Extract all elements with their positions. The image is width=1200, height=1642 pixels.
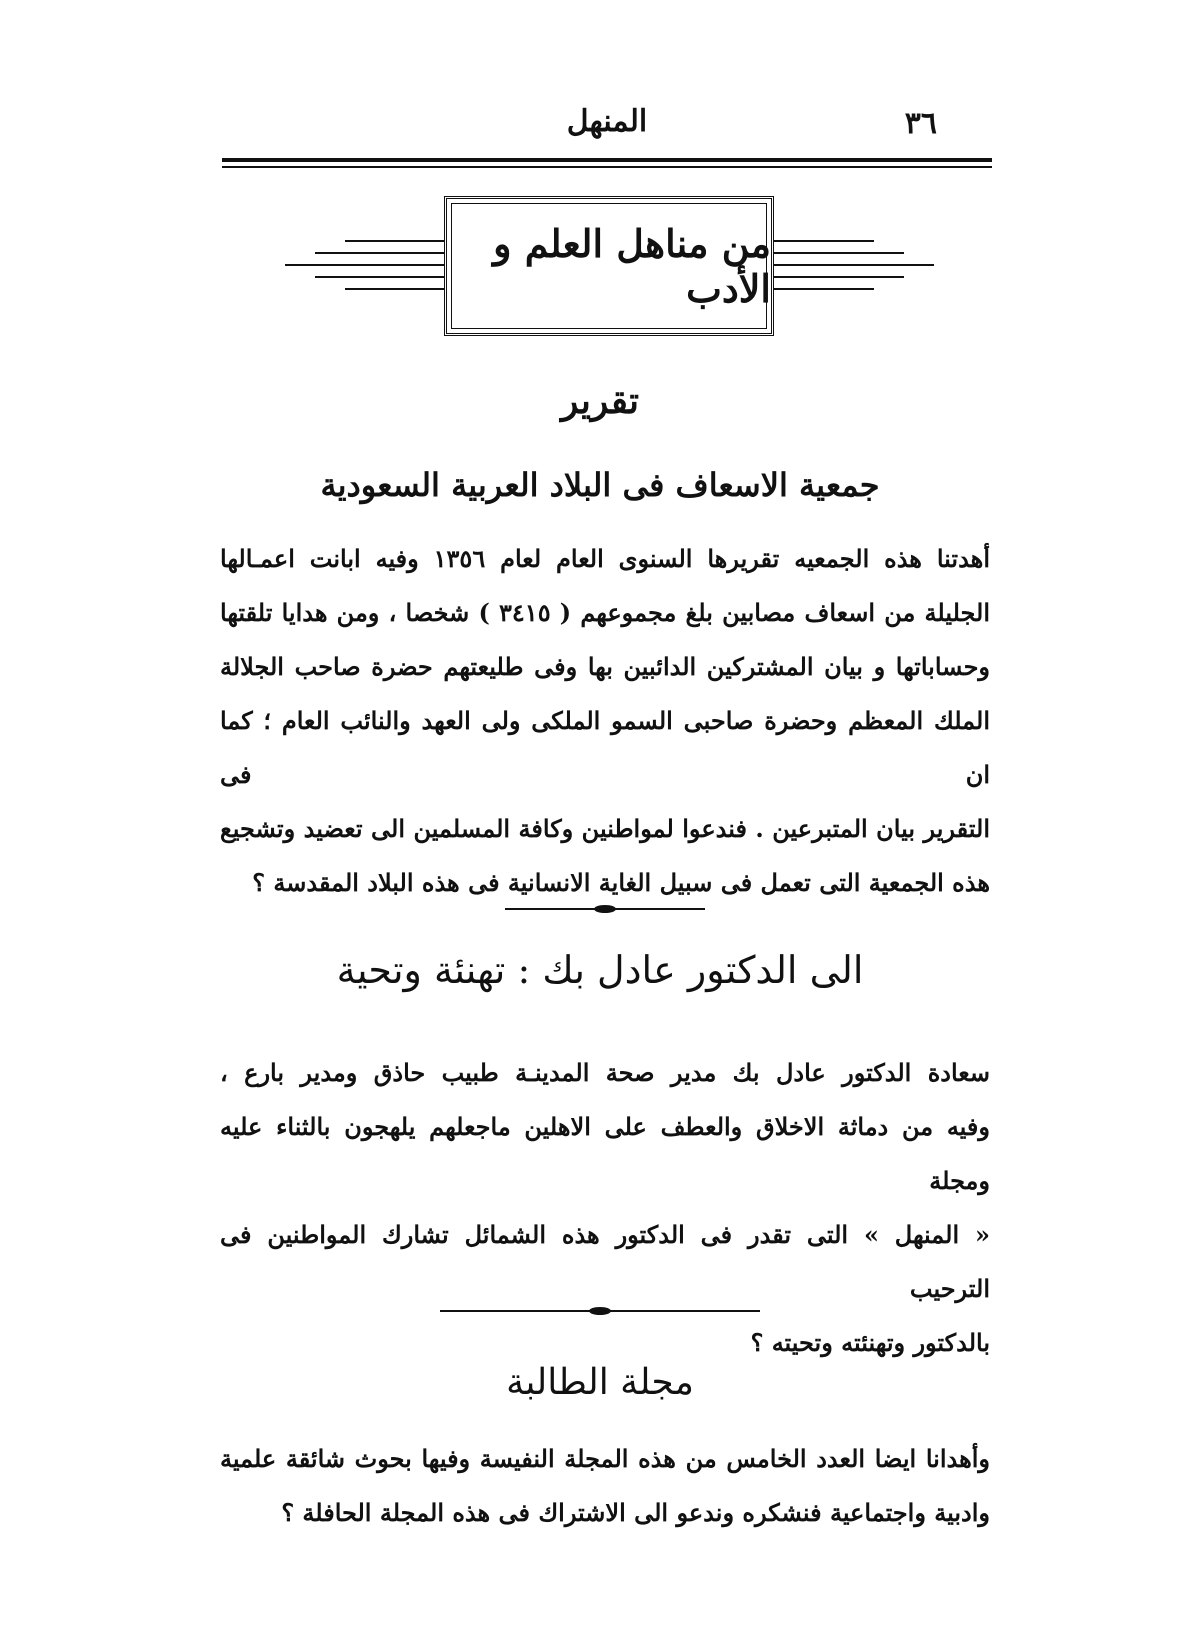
paragraph-line: وفيه من دماثة الاخلاق والعطف على الاهلين ماجعلهم يلهجون بالثناء عليه ومجلة: [220, 1112, 990, 1195]
talia-paragraph: [220, 1432, 990, 1540]
section-divider: [505, 908, 705, 910]
paragraph-line: « المنهل » التى تقدر فى الدكتور هذه الشمائل تشارك المواطنين فى الترحيب: [220, 1220, 990, 1303]
section-banner: [444, 196, 774, 336]
paragraph-line: سعادة الدكتور عادل بك مدير صحة المدينـة طبيب حاذق ومدير بارع ،: [220, 1058, 990, 1087]
report-paragraph: [220, 532, 990, 910]
paragraph-line: هذه الجمعية التى تعمل فى سبيل الغاية الانسانية فى هذه البلاد المقدسة ؟: [252, 868, 990, 897]
paragraph-line: وأهدانا ايضا العدد الخامس من هذه المجلة النفيسة وفيها بحوث شائقة علمية: [220, 1444, 990, 1473]
report-title: تقرير: [561, 380, 639, 422]
page-number: ٣٦: [904, 106, 937, 141]
banner-ornament-left: [285, 236, 445, 300]
section-banner-title: من مناهل العلم و الأدب: [493, 221, 771, 311]
adel-paragraph: [220, 1046, 990, 1370]
talia-title: مجلة الطالبة: [506, 1362, 694, 1403]
section-divider: [440, 1310, 760, 1312]
paragraph-line: وحساباتها و بيان المشتركين الدائبين بها وفى طليعتهم حضرة صاحب الجلالة: [220, 652, 990, 681]
paragraph-line: بالدكتور وتهنئته وتحيته ؟: [750, 1328, 990, 1357]
page-header: [222, 100, 992, 150]
banner-ornament-right: [774, 236, 936, 300]
paragraph-line: وادبية واجتماعية فنشكره وندعو الى الاشتراك فى هذه المجلة الحافلة ؟: [281, 1498, 990, 1527]
paragraph-line: أهدتنا هذه الجمعيه تقريرها السنوى العام لعام ١٣٥٦ وفيه ابانت اعمـالها: [220, 544, 990, 573]
paragraph-line: الجليلة من اسعاف مصابين بلغ مجموعهم ( ٣٤١٥ ) شخصا ، ومن هدايا تلقتها: [220, 598, 990, 627]
adel-title: الى الدكتور عادل بك : تهنئة وتحية: [336, 948, 864, 992]
paragraph-line: الملك المعظم وحضرة صاحبى السمو الملكى ولى العهد والنائب العام ؛ كما ان فى: [220, 706, 990, 789]
header-rule-thick: [222, 158, 992, 162]
header-rule-thin: [222, 166, 992, 168]
society-title: جمعية الاسعاف فى البلاد العربية السعودية: [320, 466, 880, 504]
paragraph-line: التقرير بيان المتبرعين . فندعوا لمواطنين وكافة المسلمين الى تعضيد وتشجيع: [220, 814, 990, 843]
journal-name: المنهل: [566, 104, 648, 139]
